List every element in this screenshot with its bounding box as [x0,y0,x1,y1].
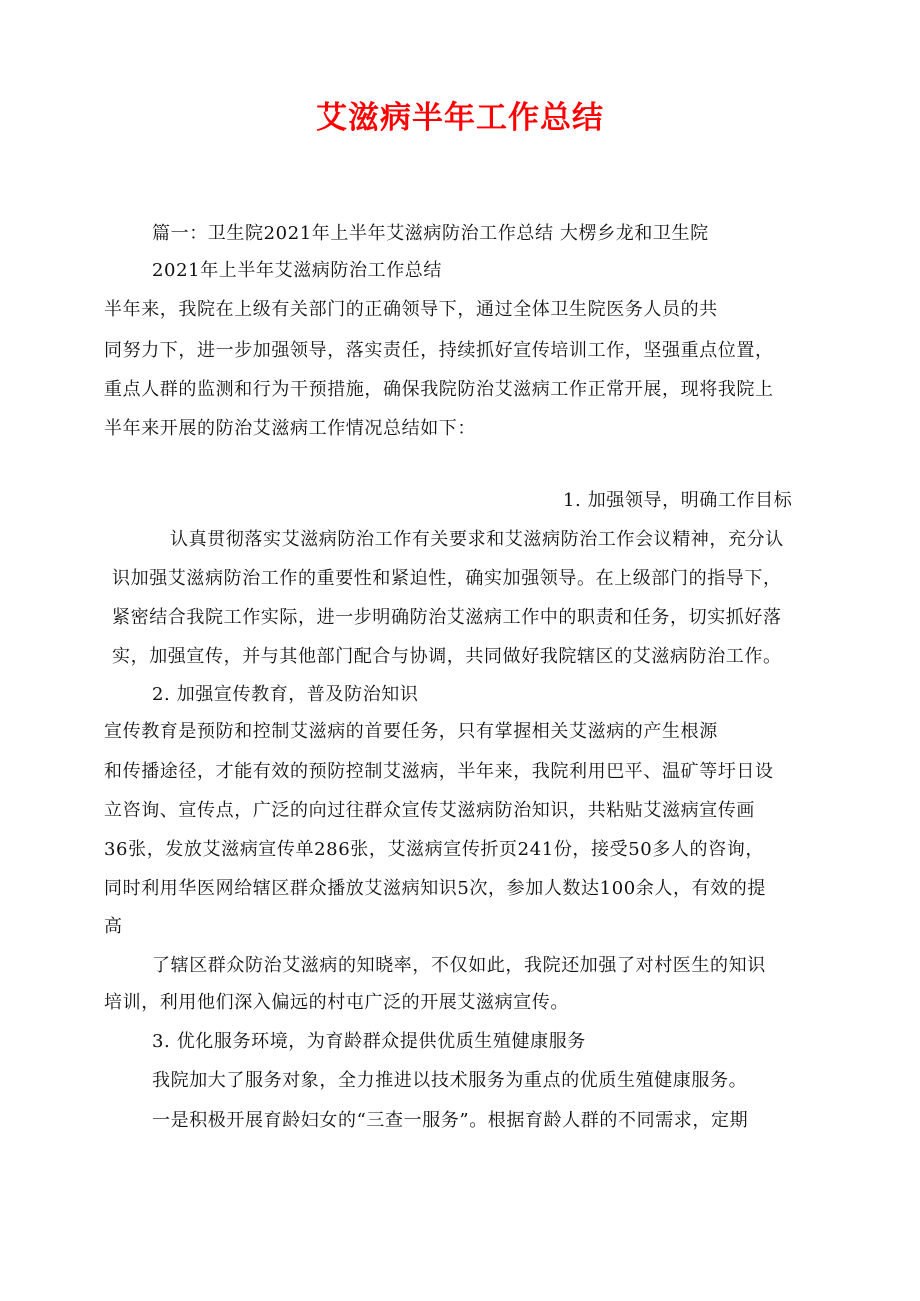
paragraph-line: 认真贯彻落实艾滋病防治工作有关要求和艾滋病防治工作会议精神，充分认 [170,529,784,550]
paragraph-line: 篇一：卫生院2021年上半年艾滋病防治工作总结 大楞乡龙和卫生院 [152,223,709,244]
paragraph-line: 立咨询、宣传点，广泛的向过往群众宣传艾滋病防治知识，共粘贴艾滋病宣传画 [104,800,755,821]
paragraph-line: 培训，利用他们深入偏远的村屯广泛的开展艾滋病宣传。 [104,992,569,1013]
paragraph-line: 重点人群的监测和行为干预措施，确保我院防治艾滋病工作正常开展，现将我院上 [104,379,774,400]
paragraph-line: 高 [104,916,123,937]
section-heading: 3. 优化服务环境，为育龄群众提供优质生殖健康服务 [152,1031,586,1052]
paragraph-line: 宣传教育是预防和控制艾滋病的首要任务，只有掌握相关艾滋病的产生根源 [104,721,718,742]
paragraph-line: 了辖区群众防治艾滋病的知晓率，不仅如此，我院还加强了对村医生的知识 [152,955,766,976]
paragraph-line: 同时利用华医网给辖区群众播放艾滋病知识5次，参加人数达100余人，有效的提 [104,878,767,899]
paragraph-line: 36张，发放艾滋病宣传单286张，艾滋病宣传折页241份，接受50多人的咨询， [104,839,764,860]
section-heading: 2. 加强宣传教育，普及防治知识 [152,684,419,705]
paragraph-line: 2021年上半年艾滋病防治工作总结 [152,260,443,281]
paragraph-line: 紧密结合我院工作实际，进一步明确防治艾滋病工作中的职责和任务，切实抓好落 [112,607,782,628]
section-heading: 1. 加强领导，明确工作目标 [563,490,793,511]
paragraph-line: 半年来，我院在上级有关部门的正确领导下，通过全体卫生院医务人员的共 [104,299,718,320]
paragraph-line: 实，加强宣传，并与其他部门配合与协调，共同做好我院辖区的艾滋病防治工作。 [112,646,782,667]
paragraph-line: 识加强艾滋病防治工作的重要性和紧迫性，确实加强领导。在上级部门的指导下， [112,568,782,589]
paragraph-line: 同努力下，进一步加强领导，落实责任，持续抓好宣传培训工作，坚强重点位置， [104,340,774,361]
document-title: 艾滋病半年工作总结 [316,100,604,136]
paragraph-line: 一是积极开展育龄妇女的“三查一服务”。根据育龄人群的不同需求，定期 [152,1110,749,1131]
paragraph-line: 我院加大了服务对象，全力推进以技术服务为重点的优质生殖健康服务。 [152,1070,748,1091]
paragraph-line: 和传播途径，才能有效的预防控制艾滋病，半年来，我院利用巴平、温矿等圩日设 [104,761,774,782]
paragraph-line: 半年来开展的防治艾滋病工作情况总结如下： [104,418,476,439]
